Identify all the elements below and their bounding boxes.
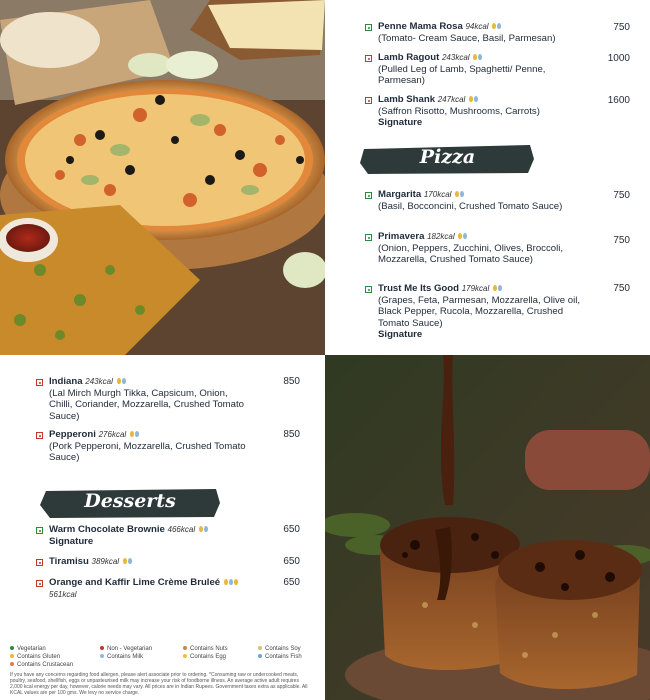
item-name: Pepperoni	[49, 429, 96, 440]
item-name: Indiana	[49, 376, 83, 387]
item-desc: (Pork Pepperoni, Mozzarella, Crushed Tomato Sauce)	[49, 440, 246, 464]
gluten-icon	[492, 23, 496, 29]
item-price: 850	[283, 376, 300, 387]
legend-label: Contains Milk	[107, 654, 144, 660]
item-kcal: 179kcal	[461, 284, 490, 293]
item-desc: (Saffron Risotto, Mushrooms, Carrots)	[378, 105, 540, 117]
gluten-icon	[473, 54, 477, 60]
signature-tag: Signature	[378, 117, 423, 129]
legend-item	[258, 654, 302, 660]
legend-item	[10, 654, 60, 660]
veg-marker	[365, 234, 372, 241]
item-name: Lamb Shank	[378, 94, 436, 105]
legend-dot-icon	[183, 654, 187, 658]
legend-item	[100, 654, 143, 660]
signature-tag: Signature	[378, 329, 423, 341]
gluten-icon	[458, 233, 462, 239]
item-kcal: 276kcal	[98, 430, 127, 439]
dessert-photo	[325, 355, 650, 700]
legend-dot-icon	[100, 646, 104, 650]
legend-label: Non - Vegetarian	[107, 646, 153, 652]
legend-label: Contains Fish	[265, 654, 302, 660]
milk-icon	[463, 233, 467, 239]
item-kcal: 94kcal	[465, 22, 489, 31]
item-desc: (Grapes, Feta, Parmesan, Mozzarella, Olive oil, Black Pepper, Rucola, Mozzarella, Crushed Tomato Sauce)	[378, 294, 581, 329]
item-price: 650	[283, 524, 300, 535]
legend-dot-icon	[258, 646, 262, 650]
item-price: 850	[283, 429, 300, 440]
veg-marker	[365, 24, 372, 31]
item-kcal: 182kcal	[427, 232, 455, 241]
veg-marker	[365, 286, 372, 293]
legend-item	[258, 646, 301, 652]
item-price: 650	[283, 577, 300, 588]
section-title: Desserts	[84, 490, 176, 512]
legend-label: Vegetarian	[17, 646, 46, 652]
milk-icon	[460, 191, 464, 197]
item-kcal: 247kcal	[437, 95, 466, 104]
milk-icon	[498, 285, 502, 291]
item-name: Orange and Kaffir Lime Crème Bruleé	[49, 577, 221, 588]
legend-label: Contains Gluten	[17, 654, 61, 660]
item-kcal: 243kcal	[441, 53, 470, 62]
legend-dot-icon	[183, 646, 187, 650]
item-name: Trust Me Its Good	[378, 283, 460, 294]
menu-item	[378, 231, 578, 266]
item-desc: (Basil, Bocconcini, Crushed Tomato Sauce)	[378, 200, 563, 212]
legend-item	[100, 646, 152, 652]
legend-label: Contains Nuts	[190, 646, 228, 652]
item-price: 750	[613, 22, 630, 33]
legend-label: Contains Crustacean	[17, 662, 74, 668]
item-kcal: 389kcal	[91, 557, 120, 566]
legend-label: Contains Soy	[265, 646, 301, 652]
legend-dot-icon	[100, 654, 104, 658]
item-price: 750	[613, 190, 630, 201]
legend-item	[10, 662, 73, 668]
item-name: Tiramisu	[49, 556, 89, 567]
menu-item	[378, 21, 603, 44]
signature-tag: Signature	[49, 535, 94, 547]
item-price: 1000	[607, 53, 630, 64]
legend-dot-icon	[10, 646, 14, 650]
item-price: 750	[613, 235, 630, 246]
item-name: Lamb Ragout	[378, 52, 440, 63]
menu-item	[378, 283, 590, 341]
gluten-icon	[455, 191, 459, 197]
gluten-icon	[469, 96, 473, 102]
milk-icon	[478, 54, 482, 60]
item-name: Penne Mama Rosa	[378, 21, 463, 32]
item-price: 1600	[607, 95, 630, 106]
nonveg-marker	[365, 97, 372, 104]
item-name: Warm Chocolate Brownie	[49, 524, 165, 535]
menu-panel-mains	[325, 0, 650, 355]
item-kcal: 170kcal	[423, 190, 452, 199]
legend-item	[183, 654, 226, 660]
legend-item	[10, 646, 46, 652]
legend-dot-icon	[10, 654, 14, 658]
menu-item	[378, 52, 578, 87]
item-kcal: 243kcal	[85, 377, 113, 386]
milk-icon	[474, 96, 478, 102]
footnote: If you have any concerns regarding food allergen, please alert associate prior to ordering. *Consuming raw or undercooked meats, poultry, seafood, shellfish, eggs or unpasteurised milk may increase your risk of foodborne illness. An average active adult requires 2,000 kcal energy per day, however, calorie needs may vary. All prices are in Indian Rupees. Government taxes extra as applicable. All KCAL values are per 100 gms. We levy no service charge.	[10, 672, 308, 696]
item-price: 650	[283, 556, 300, 567]
item-desc: (Tomato- Cream Sauce, Basil, Parmesan)	[378, 32, 556, 44]
gluten-icon	[493, 285, 497, 291]
item-desc: (Pulled Leg of Lamb, Spaghetti/ Penne, Parmesan)	[378, 63, 546, 87]
legend-dot-icon	[258, 654, 262, 658]
item-name: Margarita	[378, 189, 422, 200]
menu-item	[378, 189, 588, 212]
item-kcal: 466kcal	[167, 525, 196, 534]
milk-icon	[497, 23, 501, 29]
legend-item	[183, 646, 228, 652]
item-desc: (Lal Mirch Murgh Tikka, Capsicum, Onion, Chilli, Coriander, Mozzarella, Crushed Tomato Sauce)	[49, 387, 244, 422]
item-desc: (Onion, Peppers, Zucchini, Olives, Broccoli, Mozzarella, Crushed Tomato Sauce)	[378, 242, 564, 266]
item-price: 750	[613, 283, 630, 294]
nonveg-marker	[365, 55, 372, 62]
section-banner-pizza	[360, 143, 535, 173]
veg-marker	[365, 192, 372, 199]
menu-item	[378, 94, 588, 129]
item-name: Primavera	[378, 231, 425, 242]
legend-dot-icon	[10, 662, 14, 666]
legend-label: Contains Egg	[190, 654, 227, 660]
section-title: Pizza	[419, 146, 476, 168]
item-kcal: 561kcal	[49, 589, 77, 599]
